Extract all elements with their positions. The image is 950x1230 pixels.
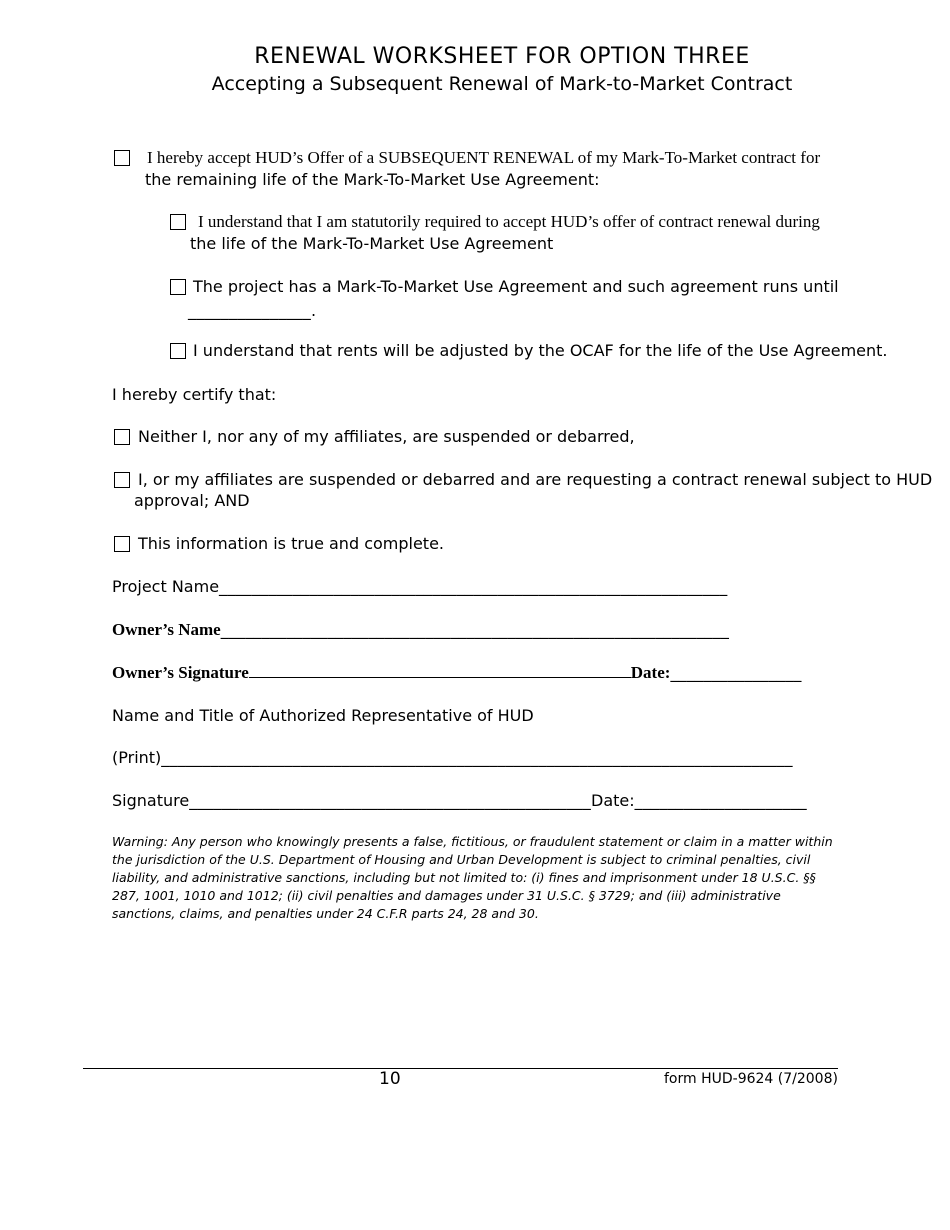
hud-signature-row — [112, 790, 807, 812]
legal-warning: Warning: Any person who knowingly presents a false, fictitious, or fraudulent statement or claim in a matter within the jurisdiction of the U.S. Department of Housing and Urban Development is subject to criminal penalties, civil liability, and administrative sanctions, including but not limited to: (i) fines and imprisonment under 18 U.S.C. §§ 287, 1001, 1010 and 1012; (ii) civil penalties and damages under 31 U.S.C. § 3729; and (iii) administrative sanctions, claims, and penalties under 24 C.F.R parts 24, 28 and 30. — [112, 834, 833, 921]
not-debarred-checkbox[interactable] — [114, 429, 130, 445]
hud-date-label: Date: — [591, 791, 635, 810]
owner-signature-row — [112, 662, 802, 684]
print-label: (Print) — [112, 748, 162, 767]
hud-date-field[interactable]: _____________________ — [634, 791, 807, 810]
print-row — [112, 747, 793, 769]
owner-name-field[interactable]: ______________________________________________________________ — [220, 620, 730, 639]
owner-date-field[interactable]: ________________ — [670, 663, 802, 682]
info-true-checkbox[interactable] — [114, 536, 130, 552]
statutory-requirement-checkbox[interactable] — [170, 214, 186, 230]
ocaf-rents-text: I understand that rents will be adjusted by the OCAF for the life of the Use Agreement. — [193, 341, 888, 360]
owner-date-label: Date: — [630, 663, 671, 682]
hud-rep-heading: Name and Title of Authorized Representative of HUD — [112, 706, 534, 725]
project-name-field[interactable]: ______________________________________________________________ — [219, 577, 728, 596]
page-title: RENEWAL WORKSHEET FOR OPTION THREE — [254, 44, 750, 69]
accept-renewal-checkbox[interactable] — [114, 150, 130, 166]
debarred-requesting-text-1: I, or my affiliates are suspended or debarred and are requesting a contract renewal subject to HUD — [138, 470, 933, 489]
print-name-field[interactable]: _____________________________________________________________________________ — [161, 748, 793, 767]
form-identifier: form HUD-9624 (7/2008) — [664, 1071, 838, 1087]
debarred-requesting-text-2: approval; AND — [134, 491, 250, 510]
statutory-requirement-text-1: I understand that I am statutorily required to accept HUD’s offer of contract renewal during — [198, 212, 820, 231]
project-name-row — [112, 576, 727, 598]
hud-signature-label: Signature — [112, 791, 190, 810]
hud-signature-field[interactable]: _________________________________________________ — [189, 791, 591, 810]
use-agreement-date-blank[interactable]: _______________. — [188, 301, 317, 320]
statutory-requirement-text-2: the life of the Mark-To-Market Use Agreement — [190, 234, 554, 253]
project-name-label: Project Name — [112, 577, 220, 596]
accept-renewal-text-1: I hereby accept HUD’s Offer of a SUBSEQUENT RENEWAL of my Mark-To-Market contract for — [147, 148, 821, 167]
owner-name-label: Owner’s Name — [112, 620, 221, 639]
page-subtitle: Accepting a Subsequent Renewal of Mark-to-Market Contract — [211, 73, 793, 95]
use-agreement-text-1: The project has a Mark-To-Market Use Agreement and such agreement runs until — [193, 277, 839, 296]
certify-heading: I hereby certify that: — [112, 385, 277, 404]
not-debarred-text: Neither I, nor any of my affiliates, are suspended or debarred, — [138, 427, 635, 446]
owner-name-row — [112, 619, 729, 641]
page-number: 10 — [379, 1069, 401, 1089]
footer-divider — [83, 1068, 838, 1069]
ocaf-rents-checkbox[interactable] — [170, 343, 186, 359]
accept-renewal-text-2: the remaining life of the Mark-To-Market Use Agreement: — [145, 170, 600, 189]
owner-signature-field[interactable] — [249, 663, 631, 678]
use-agreement-checkbox[interactable] — [170, 279, 186, 295]
info-true-text: This information is true and complete. — [138, 534, 445, 553]
debarred-requesting-checkbox[interactable] — [114, 472, 130, 488]
owner-signature-label: Owner’s Signature — [112, 663, 249, 682]
